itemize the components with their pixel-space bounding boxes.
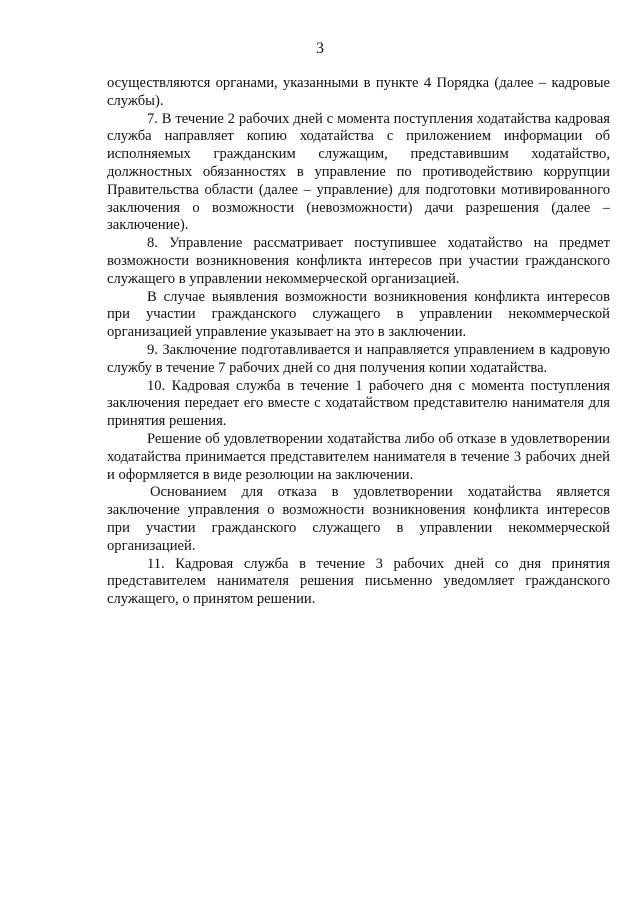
paragraph-item-11: 11. Кадровая служба в течение 3 рабочих дней со дня принятия представителем нанимателя решения письменно уведомляет гражданского служащего, о принятом решении.	[107, 555, 610, 608]
paragraph-continuation: осуществляются органами, указанными в пункте 4 Порядка (далее – кадровые службы).	[107, 75, 610, 109]
paragraph-item-9: 9. Заключение подготавливается и направляется управлением в кадровую службу в течение 7 рабочих дней со дня получения копии ходатайства.	[107, 341, 610, 376]
paragraph-item-10-decision: Решение об удовлетворении ходатайства либо об отказе в удовлетворении ходатайства принимается представителем нанимателя в течение 3 рабочих дней и оформляется в виде резолюции на заключении.	[107, 430, 610, 483]
document-body	[107, 75, 610, 609]
paragraph-item-7: 7. В течение 2 рабочих дней с момента поступления ходатайства кадровая служба направляет копию ходатайства с приложением информации об исполняемых гражданским служащим, представившим ходатайство, должностных обязанностях в управление по противодействию коррупции Правительства области (далее – управление) для подготовки мотивированного заключения о возможности (невозможности) дачи разрешения (далее – заключение).	[107, 110, 610, 234]
page-number: 3	[316, 40, 324, 57]
paragraph-item-10-refusal-basis: Основанием для отказа в удовлетворении ходатайства является заключение управления о возможности возникновения конфликта интересов при участии гражданского служащего в управлении некоммерческой организацией.	[107, 484, 610, 554]
paragraph-item-8-conflict: В случае выявления возможности возникновения конфликта интересов при участии гражданского служащего в управлении некоммерческой организацией управление указывает на это в заключении.	[107, 288, 610, 341]
paragraph-item-8: 8. Управление рассматривает поступившее ходатайство на предмет возможности возникновения конфликта интересов при участии гражданского служащего в управлении некоммерческой организацией.	[107, 235, 610, 287]
paragraph-item-10: 10. Кадровая служба в течение 1 рабочего дня с момента поступления заключения передает его вместе с ходатайством представителю нанимателя для принятия решения.	[107, 377, 610, 430]
